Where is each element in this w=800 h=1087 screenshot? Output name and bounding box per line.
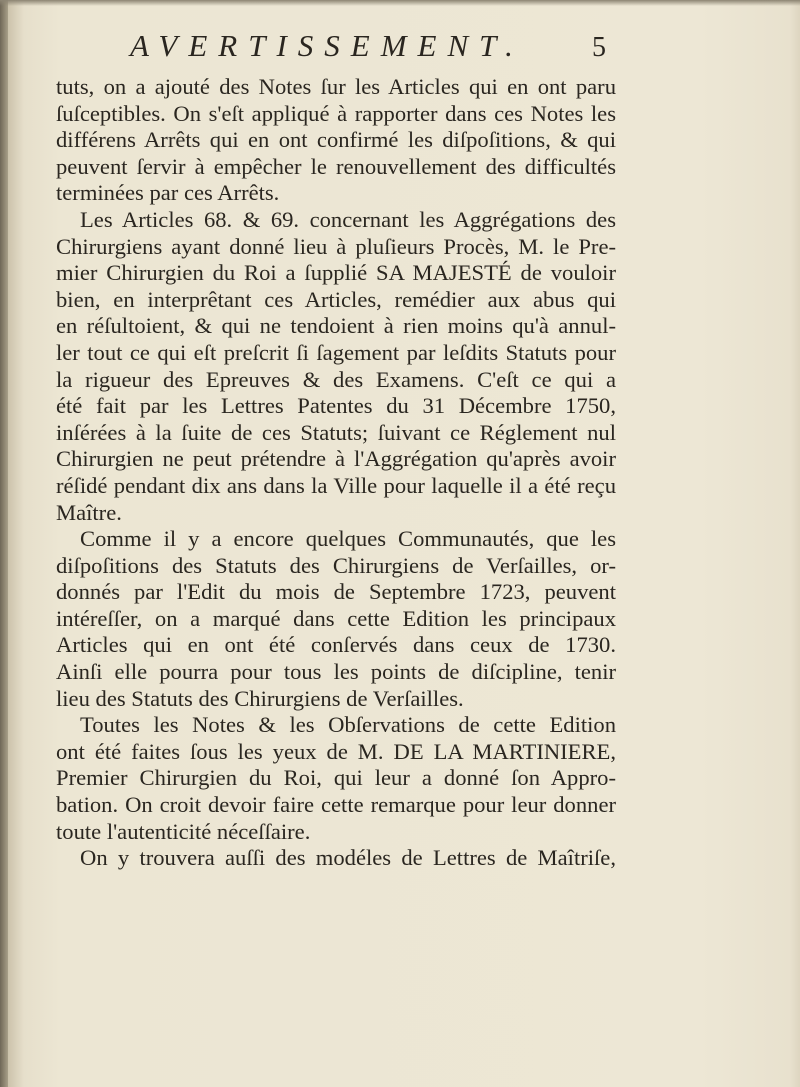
text-line: intéreſſer, on a marqué dans cette Edition les principaux	[56, 605, 616, 631]
text-line: mier Chirurgien du Roi a ſupplié SA MAJESTÉ de vouloir	[56, 260, 616, 286]
text-line: réſidé pendant dix ans dans la Ville pour laquelle il a été reçu	[56, 472, 616, 498]
text-line: Articles qui en ont été conſervés dans ceux de 1730.	[56, 632, 616, 658]
text-line: en réſultoient, & qui ne tendoient à rien moins qu'à annul-	[56, 313, 616, 339]
text-line: lieu des Statuts des Chirurgiens de Verſailles.	[56, 685, 464, 711]
running-head	[60, 28, 620, 68]
text-line: Ainſi elle pourra pour tous les points de diſcipline, tenir	[56, 659, 616, 685]
binding-gutter	[0, 0, 8, 1087]
text-line: terminées par ces Arrêts.	[56, 180, 280, 206]
page-number: 5	[592, 32, 606, 63]
page-top-edge	[0, 0, 800, 6]
text-line: Maître.	[56, 499, 122, 525]
text-line: la rigueur des Epreuves & des Examens. C'eſt ce qui a	[56, 366, 616, 392]
text-line: ſuſceptibles. On s'eſt appliqué à rapporter dans ces Notes les	[56, 100, 616, 126]
text-line: ler tout ce qui eſt preſcrit ſi ſagement par leſdits Statuts pour	[56, 339, 616, 365]
text-line: bation. On croit devoir faire cette remarque pour leur donner	[56, 792, 616, 818]
text-line: Chirurgien ne peut prétendre à l'Aggrégation qu'après avoir	[56, 446, 616, 472]
body-text	[56, 74, 616, 872]
text-line: Toutes les Notes & les Obſervations de cette Edition	[80, 712, 616, 738]
text-line: toute l'autenticité néceſſaire.	[56, 818, 311, 844]
text-line: donnés par l'Edit du mois de Septembre 1723, peuvent	[56, 579, 616, 605]
text-line: été fait par les Lettres Patentes du 31 Décembre 1750,	[56, 393, 616, 419]
text-line: tuts, on a ajouté des Notes ſur les Articles qui en ont paru	[56, 74, 616, 99]
text-line: Premier Chirurgien du Roi, qui leur a donné ſon Appro-	[56, 765, 616, 791]
text-line: Comme il y a encore quelques Communautés, que les	[80, 526, 616, 552]
text-line: Chirurgiens ayant donné lieu à pluſieurs Procès, M. le Pre-	[56, 233, 616, 259]
text-line: différens Arrêts qui en ont confirmé les diſpoſitions, & qui	[56, 127, 616, 153]
text-line: Les Articles 68. & 69. concernant les Aggrégations des	[80, 206, 616, 232]
text-line: inſérées à la ſuite de ces Statuts; ſuivant ce Réglement nul	[56, 419, 616, 445]
text-line: peuvent ſervir à empêcher le renouvellement des difficultés	[56, 153, 616, 179]
text-line: diſpoſitions des Statuts des Chirurgiens de Verſailles, or-	[56, 552, 616, 578]
text-line: On y trouvera auſſi des modéles de Lettres de Maîtriſe,	[80, 845, 616, 871]
text-line: ont été faites ſous les yeux de M. DE LA MARTINIERE,	[56, 738, 616, 764]
text-line: bien, en interprêtant ces Articles, remédier aux abus qui	[56, 286, 616, 312]
running-title: AVERTISSEMENT.	[130, 28, 524, 63]
